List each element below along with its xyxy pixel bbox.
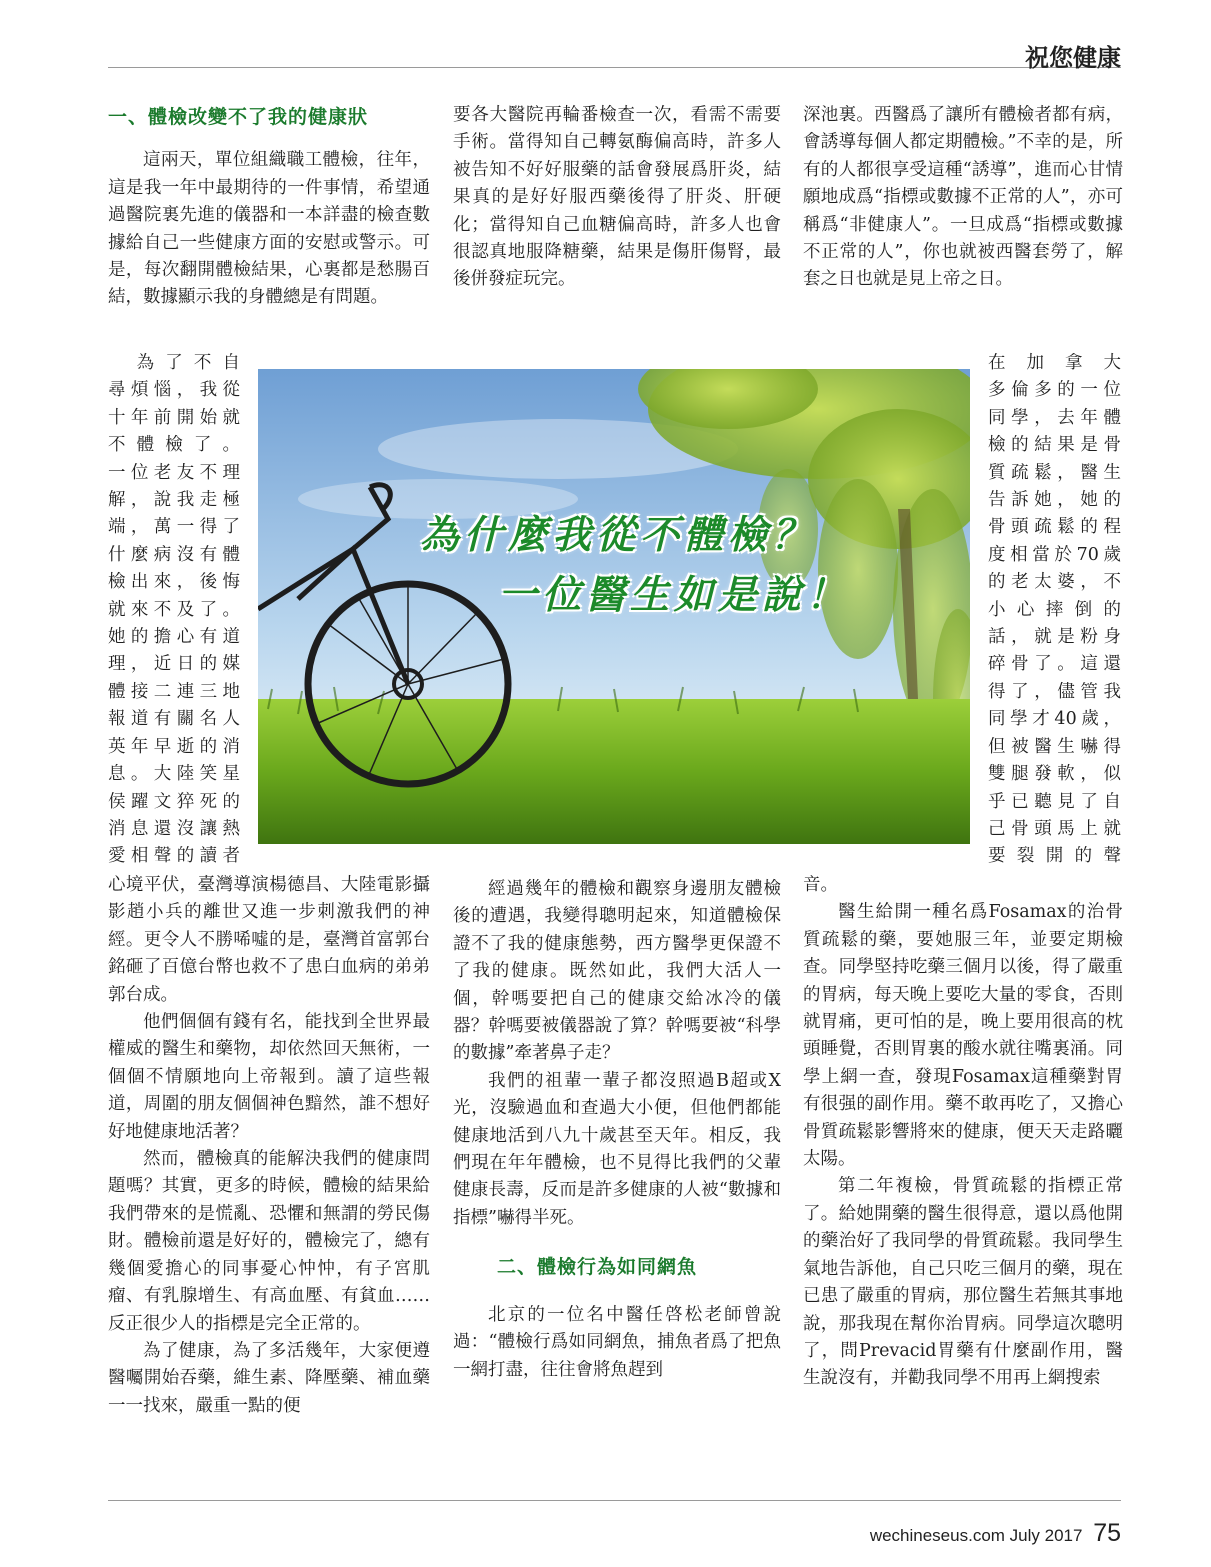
wrapped-line: 英年早逝的消 (108, 736, 240, 757)
wrapped-line: 十年前開始就 (108, 407, 240, 428)
paragraph: 經過幾年的體檢和觀察身邊朋友體檢後的遭遇，我變得聰明起來，知道體檢保證不了我的健康態勢，西方醫學更保證不了我的健康。既然如此，我們大活人一個，幹嗎要把自己的健康交給冰冷的儀器？幹嗎要被儀器說了算？幹嗎要被“科學的數據”牽著鼻子走？ (453, 879, 781, 1064)
column-2-bottom (453, 876, 781, 1384)
paragraph: 我們的祖輩一輩子都沒照過B超或X光，沒驗過血和查過大小便，但他們都能健康地活到八九十歲甚至天年。相反，我們現在年年體檢，也不見得比我們的父輩健康長壽，反而是許多健康的人被“數據和指標”嚇得半死。 (453, 1070, 781, 1228)
paragraph: 然而，體檢真的能解決我們的健康問題嗎？其實，更多的時候，體檢的結果給我們帶來的是慌亂、恐懼和無謂的勞民傷財。體檢前還是好好的，體檢完了，總有幾個愛擔心的同事憂心忡忡，有子宮肌瘤、有乳腺增生、有高血壓、有貧血……反正很少人的指標是完全正常的。 (108, 1149, 430, 1334)
paragraph: 醫生給開一種名爲Fosamax的治骨質疏鬆的藥，要她服三年，並要定期檢查。同學堅持吃藥三個月以後，得了嚴重的胃病，每天晚上要吃大量的零食，否則就胃痛，更可怕的是，晚上要用很高的枕頭睡覺，否則胃裏的酸水就往嘴裏涌。同學上網一查，發現Fosamax這種藥對胃有很强的副作用。藥不敢再吃了，又擔心骨質疏鬆影響將來的健康，便天天走路曬太陽。 (803, 902, 1123, 1170)
wrapped-line: 尋煩惱，我從 (108, 380, 240, 401)
wrapped-line: 什麼病沒有體 (108, 544, 240, 565)
wrapped-line: 侯躍文猝死的 (108, 791, 240, 812)
footer (870, 1519, 1121, 1548)
section-1-heading: 一、體檢改變不了我的健康狀 (108, 106, 369, 128)
paragraph: 這兩天，單位組織職工體檢，往年，這是我一年中最期待的一件事情，希望通過醫院裏先進的儀器和一本詳盡的檢查數據給自己一些健康方面的安慰或警示。可是，每次翻開體檢結果，心裏都是愁腸百結，數據顯示我的身體總是有問題。 (108, 150, 430, 308)
wrapped-line: 度相當於70歲 (988, 544, 1121, 565)
wrapped-line: 話，就是粉身 (988, 627, 1121, 648)
wrapped-line: 乎已聽見了自 (988, 791, 1121, 812)
wrapped-line: 得了，儘管我 (988, 681, 1121, 702)
paragraph: 北京的一位名中醫任啓松老師曾說過：“體檢行爲如同網魚，捕魚者爲了把魚一網打盡，往往會將魚趕到 (453, 1304, 781, 1380)
wrapped-text-left (108, 350, 240, 871)
wrapped-line: 不體檢了。 (108, 435, 240, 456)
page-number: 75 (1093, 1519, 1121, 1547)
wrapped-line: 己骨頭馬上就 (988, 818, 1121, 839)
column-1-bottom (108, 872, 430, 1420)
wrapped-line: 為了不自 (108, 353, 240, 373)
paragraph: 他們個個有錢有名，能找到全世界最權威的醫生和藥物，却依然回天無術，一個個不情願地向上帝報到。讀了這些報道，周圍的朋友個個神色黯然，誰不想好好地健康地活著？ (108, 1012, 430, 1142)
paragraph: 第二年複檢，骨質疏鬆的指標正常了。給她開藥的醫生很得意，還以爲他開的藥治好了我同學的骨質疏鬆。我同學生氣地告訴他，自己只吃三個月的藥，現在已患了嚴重的胃病，那位醫生若無其事地說，那我現在幫你治胃病。同學這次聰明了，問Prevacid胃藥有什麼副作用，醫生說沒有，并勸我同學不用再上網搜索 (803, 1176, 1123, 1389)
bicycle-photo (258, 369, 970, 844)
wrapped-line: 她的擔心有道 (108, 627, 240, 648)
wrapped-line: 的老太婆，不 (988, 572, 1121, 593)
section-title: 祝您健康 (1025, 43, 1121, 72)
wrapped-line: 小心摔倒的 (988, 599, 1121, 620)
wrapped-line: 雙腿發軟，似 (988, 764, 1121, 785)
wrapped-line: 在加拿大 (988, 353, 1121, 373)
footer-site: wechineseus.com (869, 1526, 1005, 1545)
paragraph: 心境平伏，臺灣導演楊德昌、大陸電影攝影趙小兵的離世又進一步刺激我們的神經。更令人不勝唏噓的是，臺灣首富郭台銘砸了百億台幣也救不了患白血病的弟弟郭台成。 (108, 875, 430, 1005)
wrapped-line: 息。大陸笑星 (108, 764, 240, 785)
paragraph: 深池裏。西醫爲了讓所有體檢者都有病，會誘導每個人都定期體檢。”不幸的是，所有的人都很享受這種“誘導”，進而心甘情願地成爲“指標或數據不正常的人”，亦可稱爲“非健康人”。一旦成爲“指標或數據不正常的人”，你也就被西醫套勞了，解套之日也就是見上帝之日。 (803, 105, 1123, 290)
section-2-heading: 二、體檢行為如同網魚 (497, 1256, 698, 1279)
wrapped-line: 一位老友不理 (108, 462, 240, 483)
header-rule (108, 67, 1121, 68)
wrapped-line: 消息還沒讓熱 (108, 818, 240, 839)
wrapped-line: 檢的結果是骨 (988, 435, 1121, 456)
wrapped-line: 但被醫生嚇得 (988, 736, 1121, 757)
paragraph: 為了健康，為了多活幾年，大家便遵醫囑開始吞藥，維生素、降壓藥、補血藥一一找來，嚴重一點的便 (108, 1340, 430, 1416)
wrapped-line: 骨頭疏鬆的程 (988, 517, 1121, 538)
wrapped-line: 碎骨了。這還 (988, 654, 1121, 675)
wrapped-line: 端，萬一得了 (108, 517, 240, 538)
paragraph: 要各大醫院再輪番檢查一次，看需不需要手術。當得知自己轉氨酶偏高時，許多人被告知不好好服藥的話會發展爲肝炎，結果真的是好好服西藥後得了肝炎、肝硬化；當得知自己血糖偏高時，許多人也會很認真地服降糖藥，結果是傷肝傷腎，最後併發症玩完。 (453, 105, 781, 290)
footer-rule (108, 1500, 1121, 1501)
wrapped-text-right (988, 350, 1121, 871)
photo-title-line-1: 為什麼我從不體檢？ (420, 513, 817, 558)
wrapped-line: 多倫多的一位 (988, 380, 1121, 401)
column-1-top (108, 104, 430, 312)
wrapped-line: 體接二連三地 (108, 681, 240, 702)
wrapped-line: 就來不及了。 (108, 599, 240, 620)
column-3-bottom (803, 872, 1123, 1393)
wrapped-line: 要裂開的聲 (988, 846, 1121, 867)
wrapped-line: 解，說我走極 (108, 490, 240, 511)
wrapped-line: 質疏鬆，醫生 (988, 462, 1121, 483)
column-3-top (803, 102, 1123, 294)
wrapped-line: 理，近日的媒 (108, 654, 240, 675)
wrapped-line: 愛相聲的讀者 (108, 846, 240, 867)
footer-issue: July 2017 (1009, 1526, 1083, 1545)
wrapped-line: 報道有關名人 (108, 709, 240, 730)
photo-title-line-2: 一位醫生如是說！ (498, 573, 851, 618)
wrapped-line: 同學才40歲， (988, 709, 1121, 730)
wrapped-line: 檢出來，後悔 (108, 572, 240, 593)
wrapped-line: 告訴她，她的 (988, 490, 1121, 511)
paragraph: 音。 (803, 875, 838, 895)
column-2-top (453, 102, 781, 294)
wrapped-line: 同學，去年體 (988, 407, 1121, 428)
